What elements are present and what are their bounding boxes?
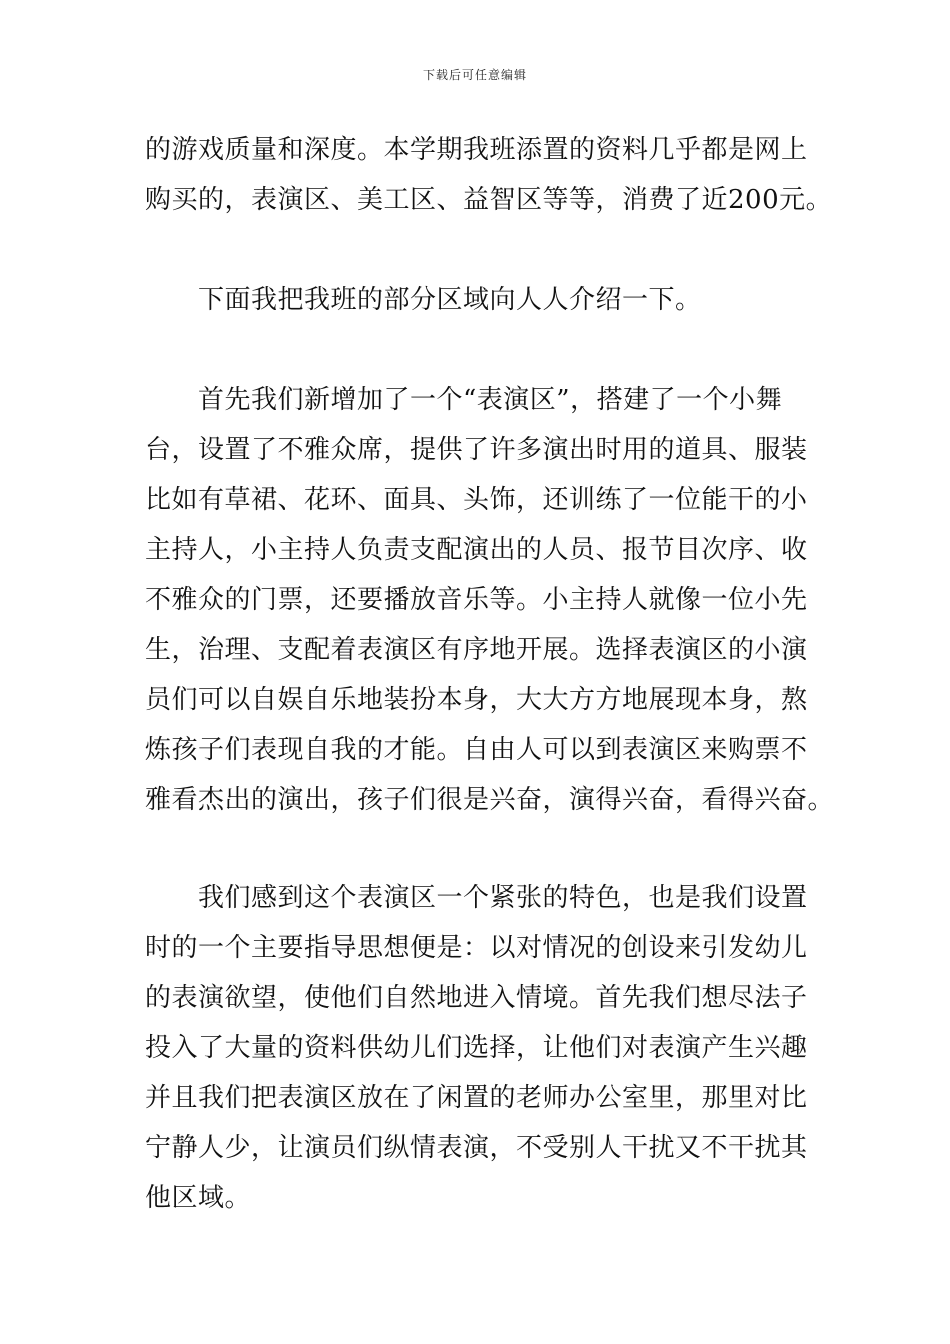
text-line: 投入了大量的资料供幼儿们选择，让他们对表演产生兴趣 bbox=[145, 1033, 808, 1063]
text-line: 不雅众的门票，还要播放音乐等。小主持人就像一位小先 bbox=[145, 585, 808, 615]
text-line: 首先我们新增加了一个“表演区”，搭建了一个小舞 bbox=[145, 385, 783, 415]
text-line: 的表演欲望，使他们自然地进入情境。首先我们想尽法子 bbox=[145, 983, 808, 1013]
text-line: 我们感到这个表演区一个紧张的特色，也是我们设置 bbox=[145, 883, 808, 913]
text-line: 并且我们把表演区放在了闲置的老师办公室里，那里对比 bbox=[145, 1083, 808, 1113]
text-line: 比如有草裙、花环、面具、头饰，还训练了一位能干的小 bbox=[145, 485, 808, 515]
text-line: 生，治理、支配着表演区有序地开展。选择表演区的小演 bbox=[145, 635, 808, 665]
text-line: 他区域。 bbox=[145, 1183, 252, 1213]
text-line: 购买的，表演区、美工区、益智区等等，消费了近200元。 bbox=[145, 185, 833, 215]
text-line: 主持人，小主持人负责支配演出的人员、报节目次序、收 bbox=[145, 535, 808, 565]
text-line: 员们可以自娱自乐地装扮本身，大大方方地展现本身，熬 bbox=[145, 685, 808, 715]
text-line: 雅看杰出的演出，孩子们很是兴奋，演得兴奋，看得兴奋。 bbox=[145, 785, 835, 815]
text-line: 炼孩子们表现自我的才能。自由人可以到表演区来购票不 bbox=[145, 735, 808, 765]
text-line: 时的一个主要指导思想便是：以对情况的创设来引发幼儿 bbox=[145, 933, 808, 963]
page-header: 下载后可任意编辑 bbox=[422, 68, 527, 82]
text-line: 下面我把我班的部分区域向人人介绍一下。 bbox=[145, 285, 702, 315]
text-line: 宁静人少，让演员们纵情表演，不受别人干扰又不干扰其 bbox=[145, 1133, 808, 1163]
text-line: 的游戏质量和深度。本学期我班添置的资料几乎都是网上 bbox=[145, 135, 808, 165]
text-line: 台，设置了不雅众席，提供了许多演出时用的道具、服装 bbox=[145, 435, 808, 465]
